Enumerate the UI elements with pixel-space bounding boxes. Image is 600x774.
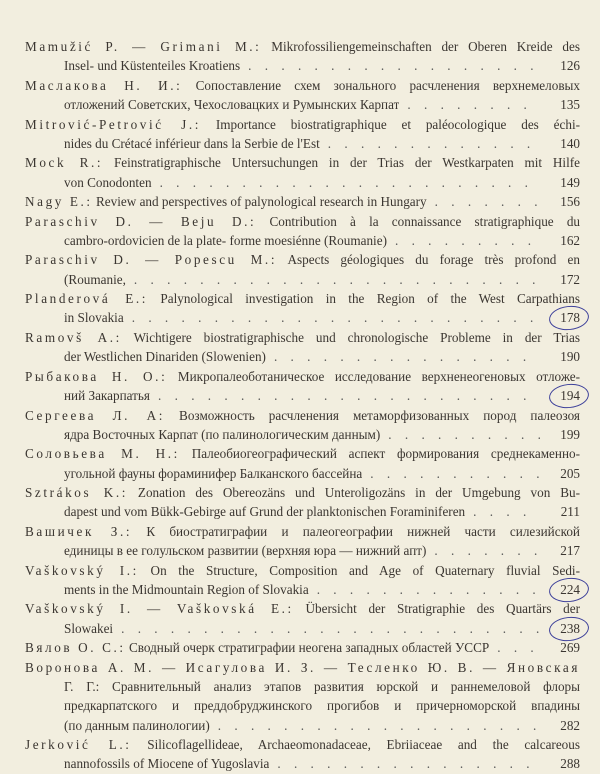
toc-line: [25, 716, 580, 735]
entry-title-line: предкарпатского и преддобруджинского прогибов и причерноморской впадины: [64, 698, 580, 714]
dot-leader: [277, 754, 540, 773]
toc-entry: [25, 115, 580, 154]
dot-leader: [160, 173, 540, 192]
entry-title-line: Zonation des Obereozäns und Unteroligozäns in der Umgebung von Bu-: [137, 485, 580, 501]
dot-leader: [132, 308, 540, 327]
toc-line: [25, 735, 580, 754]
toc-line: [25, 270, 580, 289]
entry-authors: Соловьева М. Н.:: [25, 446, 180, 462]
dot-leader: [407, 95, 540, 114]
entry-text: [25, 76, 580, 95]
toc-line: [25, 37, 580, 56]
entry-title-line: nides du Crétacé inférieur dans la Serbie de l'Est: [64, 135, 320, 151]
entry-title-line: Сопоставление схем зонального расчленения верхнемеловых: [195, 77, 580, 93]
entry-title-line: Feinstratigraphische Untersuchungen in der Trias der Westkarpaten mit Hilfe: [113, 155, 580, 171]
dot-leader: [434, 541, 540, 560]
entry-title-line: угольной фауны фораминифер Балканского бассейна: [64, 465, 363, 481]
entry-authors: Nagy E.:: [25, 194, 93, 210]
toc-line: [25, 580, 580, 599]
page-number: 149: [560, 174, 580, 190]
entry-title-line: von Conodonten: [64, 174, 152, 190]
toc-line: [25, 250, 580, 269]
toc-line: [25, 231, 580, 250]
toc-line: [25, 289, 580, 308]
toc-line: [25, 95, 580, 114]
toc-entry: [25, 250, 580, 289]
toc-entry: [25, 522, 580, 561]
entry-title-line: ний Закарпатья: [64, 388, 150, 404]
entry-title-line: Importance biostratigraphique et paléocologique des échi-: [215, 116, 580, 132]
entry-authors: Vaškovský I. — Vaškovská E.:: [25, 601, 294, 617]
toc-entry: [25, 367, 580, 406]
toc-entry: [25, 212, 580, 251]
entry-text: [25, 638, 489, 657]
entry-title-line: nannofossils of Miocene of Yugoslavia: [64, 756, 270, 772]
entry-authors: Рыбакова Н. О.:: [25, 368, 168, 384]
table-of-contents: [25, 37, 580, 774]
entry-authors: Mamužić P. — Grimani M.:: [25, 39, 262, 54]
toc-entry: [25, 638, 580, 657]
entry-text: [64, 308, 124, 327]
toc-entry: [25, 328, 580, 367]
entry-text: [64, 464, 362, 483]
entry-title-line: Возможность расчленения метаморфизованных пород палеозоя: [179, 407, 580, 423]
toc-line: [25, 425, 580, 444]
page-number: 135: [560, 97, 580, 113]
toc-entry: [25, 658, 580, 735]
page-number: 269: [560, 640, 580, 656]
toc-line: [25, 386, 580, 405]
toc-line: [25, 406, 580, 425]
entry-text: [25, 289, 580, 308]
entry-authors: Воронова А. М. — Исагулова И. З. — Тесленко Ю. В. — Яновская: [25, 659, 580, 675]
entry-authors: Planderová E.:: [25, 291, 149, 307]
page-number: 126: [560, 58, 580, 74]
toc-line: [25, 619, 580, 638]
dot-leader: [218, 716, 540, 735]
entry-text: [25, 367, 580, 386]
toc-line: [25, 56, 580, 75]
toc-line: [25, 541, 580, 560]
entry-text: [25, 192, 427, 211]
page-number: 238: [548, 619, 580, 638]
entry-authors: Paraschiv D. — Beju D.:: [25, 213, 257, 229]
dot-leader: [248, 56, 540, 75]
toc-entry: [25, 289, 580, 328]
dot-leader: [497, 638, 540, 657]
entry-authors: Mock R.:: [25, 155, 104, 171]
page-number: 224: [548, 580, 580, 599]
page-number: 211: [560, 504, 580, 520]
toc-line: [25, 677, 580, 696]
entry-title-line: К биостратиграфии и палеогеографии нижней части силезийской: [146, 523, 580, 539]
entry-text: [64, 541, 426, 560]
toc-line: [25, 502, 580, 521]
entry-title-line: (Roumanie,: [64, 271, 126, 287]
entry-text: [64, 95, 399, 114]
page-number: 199: [560, 426, 580, 442]
entry-title-line: (по данным палинологии): [64, 717, 210, 733]
entry-authors: Маслакова Н. И.:: [25, 77, 183, 93]
entry-text: [25, 153, 580, 172]
entry-title-line: Г. Г.: Сравнительный анализ этапов развития юрской и раннемеловой флоры: [64, 678, 580, 694]
entry-authors: Сергеева Л. А:: [25, 407, 166, 423]
entry-text: [64, 425, 380, 444]
toc-line: [25, 115, 580, 134]
page-number: 162: [560, 232, 580, 248]
entry-text: [25, 599, 580, 618]
entry-title-line: Palynological investigation in the Region of the West Carpathians: [160, 291, 580, 307]
toc-line: [25, 134, 580, 153]
entry-authors: Вялов О. С.:: [25, 640, 126, 656]
entry-text: [64, 696, 580, 715]
entry-text: [25, 115, 580, 134]
toc-entry: [25, 561, 580, 600]
page-number: 178: [548, 308, 580, 327]
entry-title-line: Микропалеоботаническое исследование верхненеогеновых отложе-: [177, 368, 580, 384]
entry-title-line: Silicoflagellideae, Archaeomonadaceae, Ebriiaceae and the calcareous: [147, 737, 580, 753]
toc-entry: [25, 76, 580, 115]
toc-entry: [25, 153, 580, 192]
entry-title-line: dapest und vom Bükk-Gebirge auf Grund der planktonischen Foraminiferen: [64, 504, 466, 520]
page-number: 282: [560, 717, 580, 733]
dot-leader: [473, 502, 540, 521]
entry-text: [25, 212, 580, 231]
entry-authors: Sztrákos K.:: [25, 485, 128, 501]
toc-line: [25, 192, 580, 211]
dot-leader: [134, 270, 540, 289]
entry-text: [64, 386, 150, 405]
toc-line: [25, 347, 580, 366]
entry-title-line: Contribution à la connaissance stratigraphique du: [269, 213, 580, 229]
toc-entry: [25, 599, 580, 638]
entry-authors: Mitrović-Petrović J.:: [25, 116, 202, 132]
entry-text: [25, 561, 580, 580]
entry-authors: Jerković L.:: [25, 737, 132, 753]
entry-text: [64, 580, 309, 599]
toc-entry: [25, 483, 580, 522]
entry-text: [25, 483, 580, 502]
dot-leader: [328, 134, 540, 153]
entry-title-line: отложений Советских, Чехословацких и Румынских Карпат: [64, 97, 400, 113]
toc-line: [25, 696, 580, 715]
entry-authors: Ramovš A.:: [25, 329, 122, 345]
entry-text: [64, 270, 126, 289]
dot-leader: [435, 192, 540, 211]
entry-title-line: Review and perspectives of palynological research in Hungary: [95, 194, 427, 210]
toc-line: [25, 173, 580, 192]
entry-title-line: in Slovakia: [64, 310, 124, 326]
entry-title-line: Aspects géologiques du forage très profond en: [287, 252, 580, 268]
entry-text: [25, 658, 580, 677]
dot-leader: [370, 464, 540, 483]
entry-text: [25, 406, 580, 425]
entry-text: [64, 56, 240, 75]
toc-line: [25, 464, 580, 483]
dot-leader: [121, 619, 540, 638]
toc-entry: [25, 735, 580, 774]
entry-title-line: cambro-ordovicien de la plate- forme moesiénne (Roumanie): [64, 232, 387, 248]
toc-line: [25, 328, 580, 347]
entry-text: [25, 735, 580, 754]
entry-title-line: On the Structure, Composition and Age of Quaternary fluvial Sedi-: [150, 562, 580, 578]
entry-text: [25, 328, 580, 347]
entry-text: [64, 231, 387, 250]
dot-leader: [317, 580, 540, 599]
entry-authors: Paraschiv D. — Popescu M.:: [25, 252, 278, 268]
toc-line: [25, 561, 580, 580]
toc-line: [25, 599, 580, 618]
entry-text: [64, 502, 465, 521]
dot-leader: [274, 347, 540, 366]
entry-title-line: Slowakei: [64, 620, 114, 636]
entry-title-line: Insel- und Küstenteiles Kroatiens: [64, 58, 241, 74]
toc-line: [25, 212, 580, 231]
entry-title-line: der Westlichen Dinariden (Slowenien): [64, 349, 266, 365]
page-number: 194: [548, 386, 580, 405]
entry-title-line: Сводный очерк стратиграфии неогена западных областей УССР: [128, 640, 490, 656]
toc-line: [25, 444, 580, 463]
toc-line: [25, 153, 580, 172]
dot-leader: [158, 386, 540, 405]
entry-title-line: Übersicht der Stratigraphie des Quartärs der: [305, 601, 580, 617]
page-number: 156: [560, 194, 580, 210]
page-number: 140: [560, 135, 580, 151]
entry-title-line: Wichtigere biostratigraphische und chronologische Probleme in der Trias: [133, 329, 580, 345]
entry-text: [64, 677, 580, 696]
toc-line: [25, 754, 580, 773]
page-number: 172: [560, 271, 580, 287]
entry-text: [64, 134, 320, 153]
entry-text: [64, 754, 269, 773]
entry-authors: Вашичек З.:: [25, 523, 133, 539]
toc-line: [25, 308, 580, 327]
entry-text: [25, 522, 580, 541]
entry-text: [25, 250, 580, 269]
page-number: 217: [560, 543, 580, 559]
toc-entry: [25, 37, 580, 76]
toc-line: [25, 483, 580, 502]
toc-entry: [25, 444, 580, 483]
page-number: 288: [560, 756, 580, 772]
entry-text: [25, 444, 580, 463]
entry-title-line: единицы в ее голульском развитии (верхняя юра — нижний апт): [64, 543, 427, 559]
page-number: 205: [560, 465, 580, 481]
entry-title-line: Mikrofossiliengemeinschaften der Oberen Kreide des: [271, 39, 580, 54]
entry-title-line: ядра Восточных Карпат (по палинологическим данным): [64, 426, 381, 442]
page-number: 190: [560, 349, 580, 365]
entry-text: [25, 37, 580, 56]
entry-text: [64, 347, 266, 366]
toc-line: [25, 638, 580, 657]
entry-title-line: ments in the Midmountain Region of Slovakia: [64, 581, 309, 597]
toc-line: [25, 367, 580, 386]
entry-text: [64, 619, 113, 638]
toc-line: [25, 522, 580, 541]
entry-text: [64, 173, 152, 192]
toc-line: [25, 658, 580, 677]
dot-leader: [395, 231, 540, 250]
toc-entry: [25, 406, 580, 445]
toc-entry: [25, 192, 580, 211]
toc-line: [25, 76, 580, 95]
entry-authors: Vaškovský I.:: [25, 562, 139, 578]
entry-title-line: Палеобиогеографический аспект формирования среднекаменно-: [191, 446, 580, 462]
entry-text: [64, 716, 210, 735]
dot-leader: [388, 425, 540, 444]
